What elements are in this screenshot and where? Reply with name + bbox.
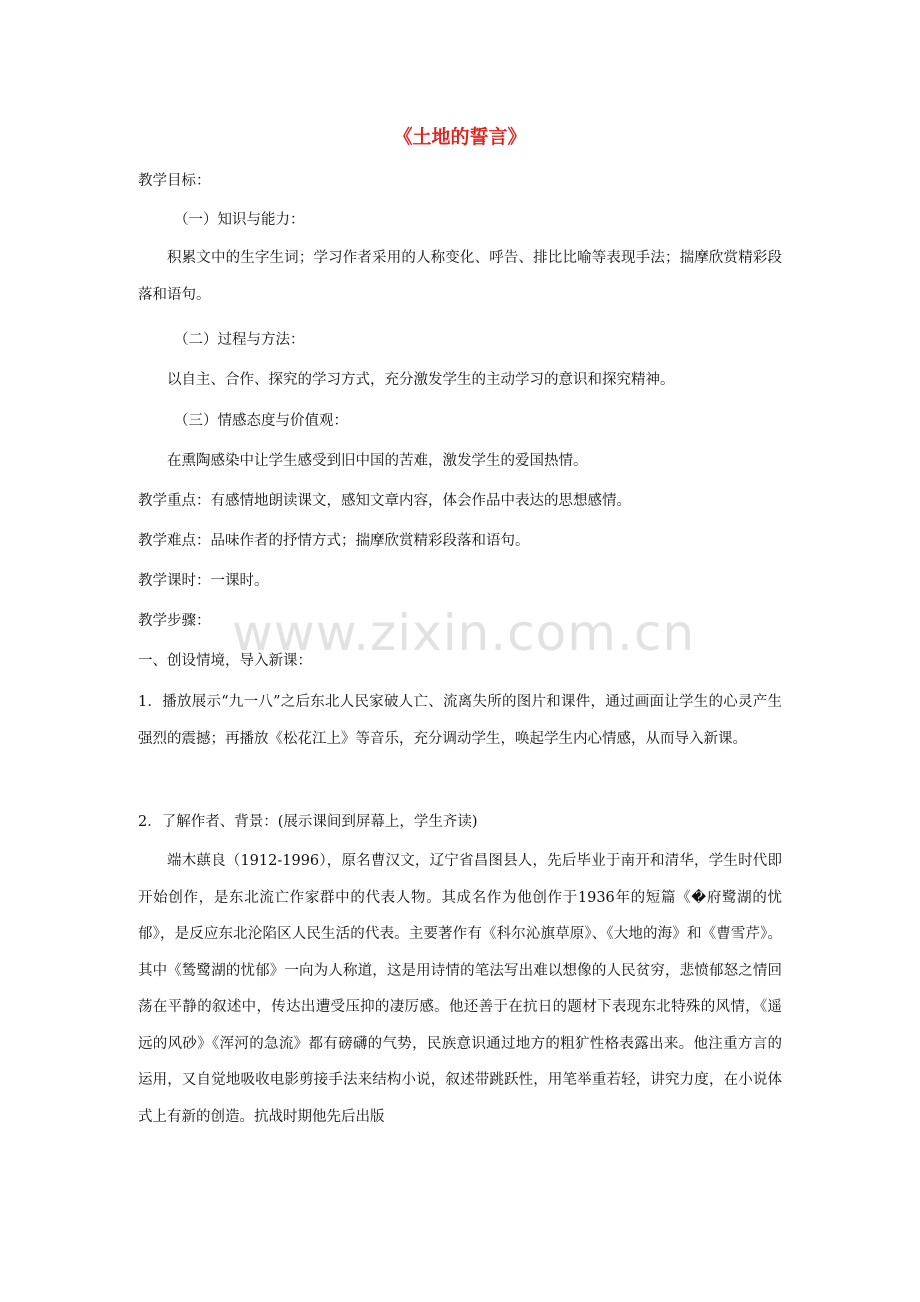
objective2-heading: （二）过程与方法： (174, 332, 305, 348)
author-bio: 端木蕻良（1912-1996），原名曹汉文，辽宁省昌图县人，先后毕业于南开和清华，学生时代即开始创作，是东北流亡作家群中的代表人物。其成名作为他创作于1936年的短篇《�府鹭湖的忧郁》，是反应东北沦陷区人民生活的代表。主要著作有《科尔沁旗草原》、《大地的海》和《曹雪芹》。其中《鸶鹭湖的忧郁》一向为人称道，这是用诗情的笔法写出难以想像的人民贫穷，悲愤郁怒之情回荡在平静的叙述中，传达出遭受压抑的凄厉感。他还善于在抗日的题材下表现东北特殊的风情，《遥远的风砂》《浑河的急流》都有磅礴的气势，民族意识通过地方的粗犷性格表露出来。他注重方言的运用，又自觉地吸收电影剪接手法来结构小说，叙述带跳跃性，用笔举重若轻，讲究力度，在小说体式上有新的创造。抗战时期他先后出版 (138, 853, 782, 1125)
steps-heading: 教学步骤： (138, 613, 211, 629)
watermark: www.zixin.com.cn (232, 604, 696, 662)
document-title: 《土地的誓言》 (393, 126, 527, 148)
step1-item1: 1．播放展示“九一八”之后东北人民家破人亡、流离失所的图片和课件，通过画面让学生的心灵产生强烈的震撼；再播放《松花江上》等音乐，充分调动学生，唤起学生内心情感，从而导入新课。 (138, 694, 782, 747)
step1-item2: 2．了解作者、背景：(展示课间到屏幕上，学生齐读) (138, 814, 478, 830)
objective3-text: 在熏陶感染中让学生感受到旧中国的苦难，激发学生的爱国热情。 (167, 453, 588, 469)
class-hours: 教学课时：一课时。 (138, 573, 269, 589)
objectives-heading: 教学目标： (138, 173, 211, 189)
objective1-text: 积累文中的生字生词；学习作者采用的人称变化、呼告、排比比喻等表现手法；揣摩欣赏精彩段落和语句。 (138, 250, 782, 303)
objective3-heading: （三）情感态度与价值观： (174, 413, 348, 429)
objective1-heading: （一）知识与能力： (174, 212, 305, 228)
step1-heading: 一、创设情境，导入新课： (138, 653, 312, 669)
difficulty: 教学难点：品味作者的抒情方式；揣摩欣赏精彩段落和语句。 (138, 533, 530, 549)
key-point: 教学重点：有感情地朗读课文，感知文章内容，体会作品中表达的思想感情。 (138, 493, 631, 509)
objective2-text: 以自主、合作、探究的学习方式，充分激发学生的主动学习的意识和探究精神。 (167, 372, 675, 388)
